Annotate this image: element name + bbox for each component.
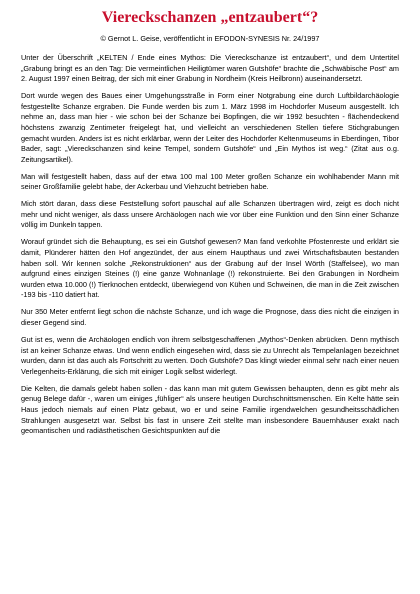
paragraph: Gut ist es, wenn die Archäologen endlich von ihrem selbstgeschaffenen „Mythos“-Denken abrücken. Denn mythisch ist an keiner Schanze etwas. Und wenn endlich eingesehen wird, dass sie zu Unrecht als Tempelanlagen bezeichnet wurden, dann ist das auch als Fortschritt zu werten. Doch Gutshöfe? Das klingt wieder einmal sehr nach einer neuen Verlegenheits-Erklärung, die sich mit einiger Logik selbst widerlegt. xyxy=(21,335,399,376)
paragraph: Unter der Überschrift „KELTEN / Ende eines Mythos: Die Viereckschanze ist entzaubert“, und dem Untertitel „Grabung bringt es an den Tag: Die vermeintlichen Heiligtümer waren Gutshöfe“ brachte die „Schwäbische Post“ am 2. August 1997 einen Beitrag, der sich mit einer Grabung in Nordheim (Kreis Heilbronn) auseinandersetzt. xyxy=(21,53,399,84)
byline: © Gernot L. Geise, veröffentlicht in EFODON-SYNESIS Nr. 24/1997 xyxy=(100,34,320,43)
paragraph: Mich stört daran, dass diese Feststellung sofort pauschal auf alle Schanzen übertragen wird, zeigt es doch nicht mehr und nicht weniger, als dass unsere Archäologen nach wie vor über eine Funktion und den Sinn einer Schanze völlig im Dunkeln tappen. xyxy=(21,199,399,230)
article-title: Viereckschanzen „entzaubert“? xyxy=(101,9,319,26)
paragraph: Nur 350 Meter entfernt liegt schon die nächste Schanze, und ich wage die Prognose, dass dies nicht die einzigen in dieser Gegend sind. xyxy=(21,307,399,328)
paragraph: Man will festgestellt haben, dass auf der etwa 100 mal 100 Meter großen Schanze ein wohlhabender Mann mit seiner Großfamilie gelebt habe, der Ackerbau und Viehzucht betrieben habe. xyxy=(21,171,399,192)
paragraph: Dort wurde wegen des Baues einer Umgehungsstraße in Form einer Notgrabung eine durch Luftbildarchäologie festgestellte Schanze ergraben. Die Funde werden bis zum 1. März 1998 im Hochdorfer Museum ausgestellt. Ich nehme an, dass man hier - wie schon bei der Schanze bei Bopfingen, die wir 1992 besuchten - flächendeckend höchstens zwanzig Zentimeter freigelegt hat, und vielleicht an verschiedenen Stellen tiefere Stichgrabungen gemacht wurden. Anders ist es nicht erklärbar, wenn der Leiter des Hochdorfer Keltenmuseums in Eberdingen, Tibor Bader, sagt: „Viereckschanzen sind keine Tempel, sondern Gutshöfe“ und „Ein Mythos ist weg.“ (Zitat aus o.g. Zeitungsartikel). xyxy=(21,91,399,164)
paragraph: Die Kelten, die damals gelebt haben sollen - das kann man mit gutem Gewissen behaupten, denn es gibt mehr als genug Belege dafür -, waren um einiges „fühliger“ als unsere heutigen Durchschnittsmenschen. Ein Kelte hätte sein Haus jedoch niemals auf einen Platz gebaut, wo er und seine Familie irgendwelchen gesundheitsschädlichen Strahlungen ausgesetzt war. Selbst bis fast in unsere Zeit stellte man insbesondere Bauernhäuser exakt nach geomantischen und radiästhetischen Gesichtspunkten auf die xyxy=(21,383,399,436)
paragraph: Worauf gründet sich die Behauptung, es sei ein Gutshof gewesen? Man fand verkohlte Pfostenreste und erklärt sie damit, Plünderer hätten den Hof angezündet, der aus einem Haupthaus und zwei Wirtschaftsbauten bestanden haben soll. Wir kennen solche „Rekonstruktionen“ aus der Grabung auf der Insel Wörth (Staffelsee), wo man aufgrund eines einzigen Steines (!) eine ganze Wohnanlage (!) rekonstruierte. Bei den Grabungen in Nordheim wurden etwa 10.000 (!) Tierknochen entdeckt, überwiegend von Kühen und Schweinen, die man in die Zeit zwischen -193 bis -110 datiert hat. xyxy=(21,237,399,300)
